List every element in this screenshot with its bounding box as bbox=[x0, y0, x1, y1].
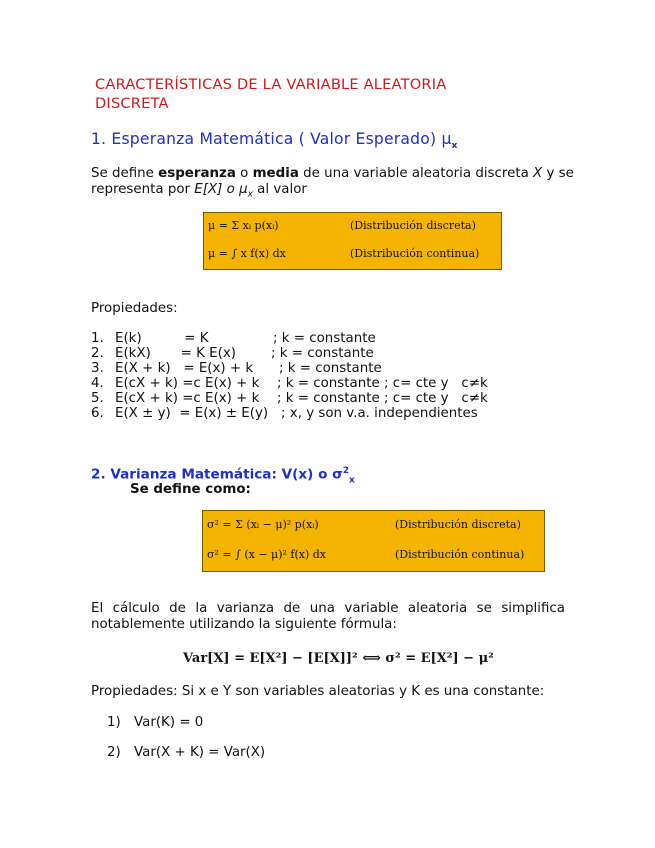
intro-subscript: x bbox=[247, 189, 253, 200]
expectation-discrete-label: (Distribución discreta) bbox=[350, 219, 476, 232]
section1-properties-label: Propiedades: bbox=[91, 301, 178, 316]
variance-paragraph: El cálculo de la varianza de una variable aleatoria se simplifica notablemente utilizando la siguiente fórmula: bbox=[91, 601, 565, 632]
intro-text: de una variable aleatoria discreta bbox=[298, 166, 534, 181]
intro-text: y se bbox=[542, 166, 574, 181]
intro-bold-media: media bbox=[252, 166, 299, 181]
property-expression: E(cX + k) =c E(x) + k bbox=[115, 391, 260, 406]
section2-properties-label: Propiedades: Si x e Y son variables aleatorias y K es una constante: bbox=[91, 684, 545, 699]
property-expression: E(cX + k) =c E(x) + k bbox=[115, 376, 260, 391]
property-number: 5. bbox=[91, 391, 104, 406]
section1-intro-line1 bbox=[91, 166, 574, 181]
property-note: ; x, y son v.a. independientes bbox=[281, 406, 478, 421]
property-number: 3. bbox=[91, 361, 104, 376]
expectation-discrete-formula: μ = Σ xᵢ p(xᵢ) bbox=[208, 219, 279, 232]
section1-heading-text: 1. Esperanza Matemática ( Valor Esperado) bbox=[91, 130, 442, 148]
intro-var-x: X bbox=[533, 166, 543, 181]
property-expression: E(k) = K bbox=[115, 331, 209, 346]
section2-subheading: Se define como: bbox=[130, 482, 251, 497]
property-number: 6. bbox=[91, 406, 104, 421]
document-title-line1: CARACTERÍSTICAS DE LA VARIABLE ALEATORIA bbox=[95, 76, 447, 93]
property-note: ; k = constante bbox=[271, 346, 374, 361]
expectation-formula-box bbox=[203, 212, 502, 270]
property-note: ; k = constante bbox=[279, 361, 382, 376]
intro-bold-esperanza: esperanza bbox=[158, 166, 236, 181]
section2-heading-text: 2. Varianza Matemática: V(x) o σ bbox=[91, 466, 343, 483]
variance-continuous-label: (Distribución continua) bbox=[395, 548, 525, 561]
property-number: 2) bbox=[107, 745, 121, 760]
variance-shortcut-formula: Var[X] = E[X²] − [E[X]]² ⟺ σ² = E[X²] − μ² bbox=[183, 651, 494, 666]
mu-subscript: x bbox=[451, 141, 458, 152]
variance-formula-box bbox=[202, 510, 545, 572]
document-title-line2: DISCRETA bbox=[95, 95, 169, 112]
property-text: Var(X + K) = Var(X) bbox=[134, 745, 266, 760]
property-note: ; k = constante bbox=[273, 331, 376, 346]
sigma-subscript: x bbox=[349, 475, 355, 486]
intro-text: o bbox=[235, 166, 253, 181]
variance-continuous-formula: σ² = ∫ (x − μ)² f(x) dx bbox=[207, 548, 327, 561]
property-expression: E(kX) = K E(x) bbox=[115, 346, 236, 361]
variance-discrete-label: (Distribución discreta) bbox=[395, 518, 521, 531]
property-number: 2. bbox=[91, 346, 104, 361]
intro-expectation-notation: E[X] o μ bbox=[194, 182, 248, 197]
variance-discrete-formula: σ² = Σ (xᵢ − μ)² p(xᵢ) bbox=[207, 518, 319, 531]
property-expression: E(X ± y) = E(x) ± E(y) bbox=[115, 406, 269, 421]
property-number: 1) bbox=[107, 715, 121, 730]
section1-heading bbox=[91, 130, 458, 151]
property-text: Var(K) = 0 bbox=[134, 715, 204, 730]
property-expression: E(X + k) = E(x) + k bbox=[115, 361, 254, 376]
intro-text: representa por bbox=[91, 182, 195, 197]
mu-symbol: μ bbox=[441, 130, 452, 148]
sigma-superscript: 2 bbox=[342, 466, 350, 476]
intro-text: Se define bbox=[91, 166, 159, 181]
intro-text: al valor bbox=[252, 182, 307, 197]
property-number: 4. bbox=[91, 376, 104, 391]
property-note: ; k = constante ; c= cte y c≠k bbox=[277, 376, 488, 391]
section1-intro-line2 bbox=[91, 182, 307, 200]
expectation-continuous-formula: μ = ∫ x f(x) dx bbox=[208, 247, 286, 260]
property-note: ; k = constante ; c= cte y c≠k bbox=[277, 391, 488, 406]
expectation-continuous-label: (Distribución continua) bbox=[350, 247, 480, 260]
property-number: 1. bbox=[91, 331, 104, 346]
